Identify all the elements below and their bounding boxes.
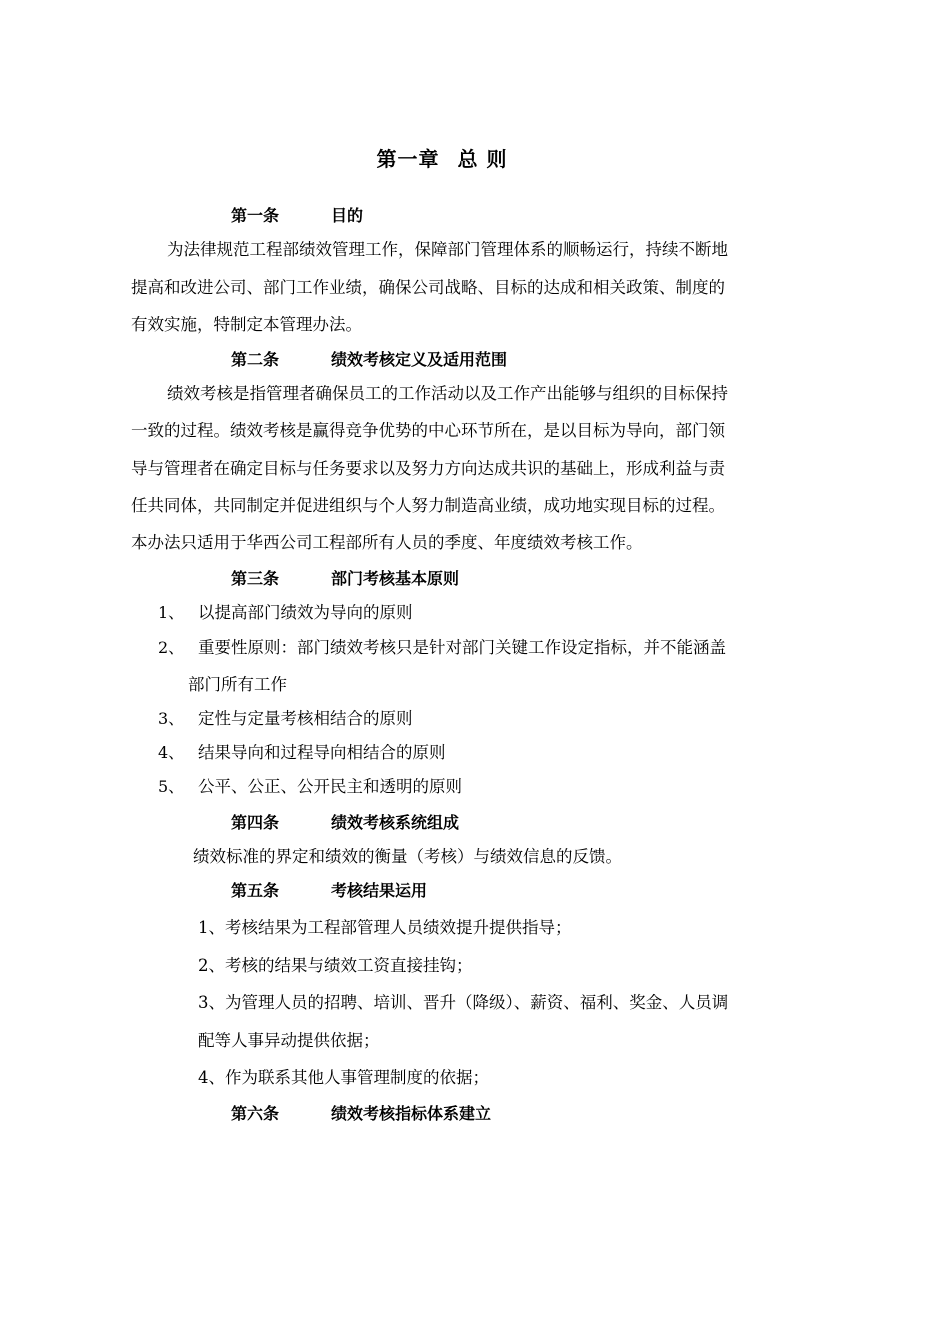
article-number: 第五条 (231, 881, 280, 900)
paragraph-line: 有效实施，特制定本管理办法。 (131, 315, 362, 334)
list-item-text: 以提高部门绩效为导向的原则 (198, 603, 413, 622)
list-item-number: 5、 (158, 777, 185, 796)
article-title: 绩效考核指标体系建立 (331, 1104, 492, 1123)
article-number: 第一条 (231, 206, 280, 225)
paragraph-line: 提高和改进公司、部门工作业绩，确保公司战略、目标的达成和相关政策、制度的 (131, 278, 725, 297)
list-item-text: 结果导向和过程导向相结合的原则 (198, 743, 446, 762)
article-number: 第二条 (231, 350, 280, 369)
article-heading-4 (231, 811, 459, 835)
chapter-title-part3: 则 (486, 147, 508, 171)
chapter-title (0, 143, 884, 175)
list-item-text: 4、作为联系其他人事管理制度的依据； (198, 1068, 489, 1087)
article-title: 部门考核基本原则 (331, 569, 460, 588)
list-item-number: 2、 (158, 638, 185, 657)
list-item-text: 2、考核的结果与绩效工资直接挂钩； (198, 956, 473, 975)
chapter-title-part1: 第一章 (376, 147, 440, 171)
paragraph-line: 本办法只适用于华西公司工程部所有人员的季度、年度绩效考核工作。 (131, 533, 643, 552)
article-number: 第六条 (231, 1104, 280, 1123)
list-item-text: 重要性原则：部门绩效考核只是针对部门关键工作设定指标，并不能涵盖 (198, 638, 726, 657)
paragraph-line: 导与管理者在确定目标与任务要求以及努力方向达成共识的基础上，形成利益与责 (131, 459, 725, 478)
list-item-text: 公平、公正、公开民主和透明的原则 (198, 777, 462, 796)
paragraph-line: 绩效标准的界定和绩效的衡量（考核）与绩效信息的反馈。 (193, 847, 622, 866)
paragraph-line: 绩效考核是指管理者确保员工的工作活动以及工作产出能够与组织的目标保持 (167, 384, 728, 403)
article-number: 第四条 (231, 813, 280, 832)
article-number: 第三条 (231, 569, 280, 588)
list-item-text: 3、为管理人员的招聘、培训、晋升（降级）、薪资、福利、奖金、人员调 (198, 993, 729, 1012)
list-item-number: 4、 (158, 743, 185, 762)
paragraph-line: 任共同体，共同制定并促进组织与个人努力制造高业绩，成功地实现目标的过程。 (131, 496, 725, 515)
article-title: 考核结果运用 (331, 881, 428, 900)
paragraph-line: 为法律规范工程部绩效管理工作，保障部门管理体系的顺畅运行，持续不断地 (167, 240, 728, 259)
article-title: 绩效考核定义及适用范围 (331, 350, 508, 369)
list-item-number: 3、 (158, 709, 185, 728)
article-heading-6 (231, 1102, 491, 1126)
article-title: 目的 (331, 206, 364, 225)
article-heading-1 (231, 204, 363, 228)
chapter-title-part2: 总 (457, 147, 479, 171)
article-heading-5 (231, 879, 427, 903)
article-heading-2 (231, 348, 507, 372)
list-item-continuation: 配等人事异动提供依据； (198, 1031, 380, 1050)
article-heading-3 (231, 567, 459, 591)
list-item-continuation: 部门所有工作 (188, 675, 287, 694)
list-item-number: 1、 (158, 603, 185, 622)
list-item-text: 1、考核结果为工程部管理人员绩效提升提供指导； (198, 918, 572, 937)
list-item-text: 定性与定量考核相结合的原则 (198, 709, 413, 728)
article-title: 绩效考核系统组成 (331, 813, 460, 832)
paragraph-line: 一致的过程。绩效考核是赢得竞争优势的中心环节所在，是以目标为导向，部门领 (131, 421, 725, 440)
